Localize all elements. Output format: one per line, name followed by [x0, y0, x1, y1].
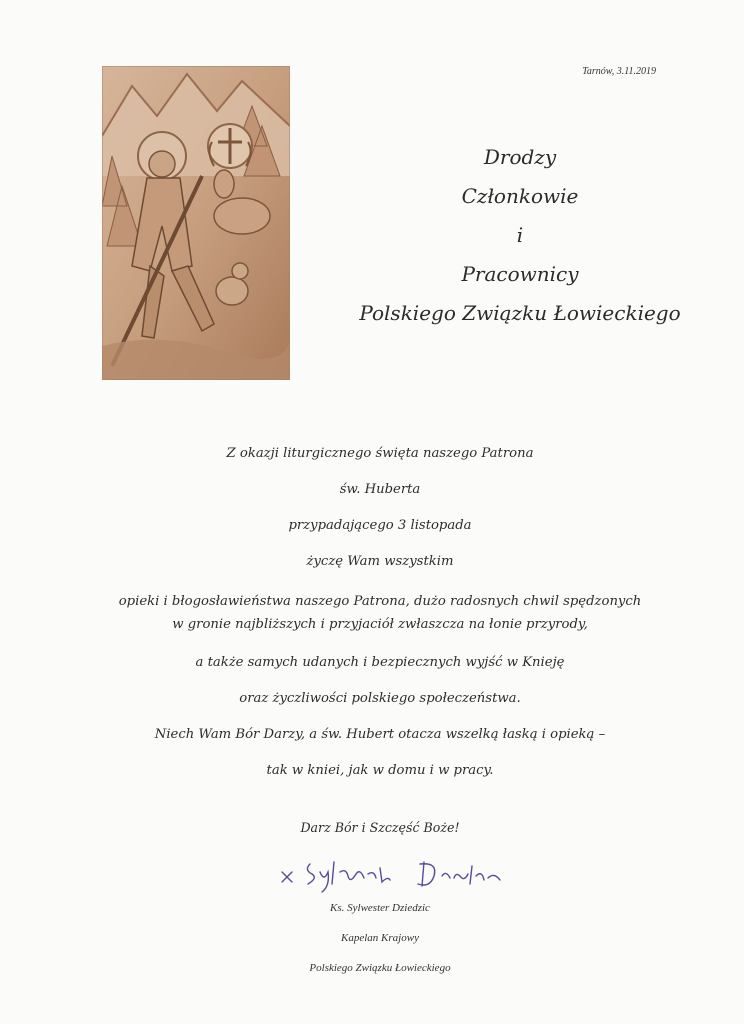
body-line: przypadającego 3 listopada	[288, 518, 472, 533]
body-line: w gronie najbliższych i przyjaciół zwłaszcza na łonie przyrody,	[172, 617, 588, 632]
signature-scribble	[270, 850, 510, 894]
wood-carving-illustration	[102, 66, 290, 380]
body-line: a także samych udanych i bezpiecznych wyjść w Knieję	[195, 655, 565, 670]
saint-hubert-carving-image	[102, 66, 290, 380]
signatory-organization: Polskiego Związku Łowieckiego	[309, 962, 451, 974]
letter-body	[100, 436, 660, 789]
body-line: oraz życzliwości polskiego społeczeństwa.	[239, 691, 521, 706]
body-line: życzę Wam wszystkim	[306, 554, 454, 569]
signatory-name: Ks. Sylwester Dziedzic	[330, 902, 430, 914]
body-line: św. Huberta	[339, 482, 421, 497]
handwritten-signature-image	[270, 850, 510, 894]
signatory-block	[100, 893, 660, 983]
body-line: tak w kniei, jak w domu i w pracy.	[266, 763, 494, 778]
signatory-title: Kapelan Krajowy	[341, 932, 419, 944]
greeting-line: Członkowie	[461, 184, 579, 208]
body-line: Niech Wam Bór Darzy, a św. Hubert otacza wszelką łaską i opieką –	[154, 727, 606, 742]
greeting-line: Drodzy	[483, 145, 557, 169]
body-line: Z okazji liturgicznego święta naszego Patrona	[226, 446, 534, 461]
greeting-block	[300, 138, 740, 333]
closing-phrase: Darz Bór i Szczęść Boże!	[300, 820, 460, 835]
body-line: opieki i błogosławieństwa naszego Patrona, dużo radosnych chwil spędzonych	[118, 594, 642, 609]
greeting-line: Pracownicy	[461, 262, 579, 286]
greeting-line: Polskiego Związku Łowieckiego	[359, 301, 681, 325]
greeting-line: i	[516, 223, 524, 247]
letter-date: Tarnów, 3.11.2019	[582, 66, 656, 77]
